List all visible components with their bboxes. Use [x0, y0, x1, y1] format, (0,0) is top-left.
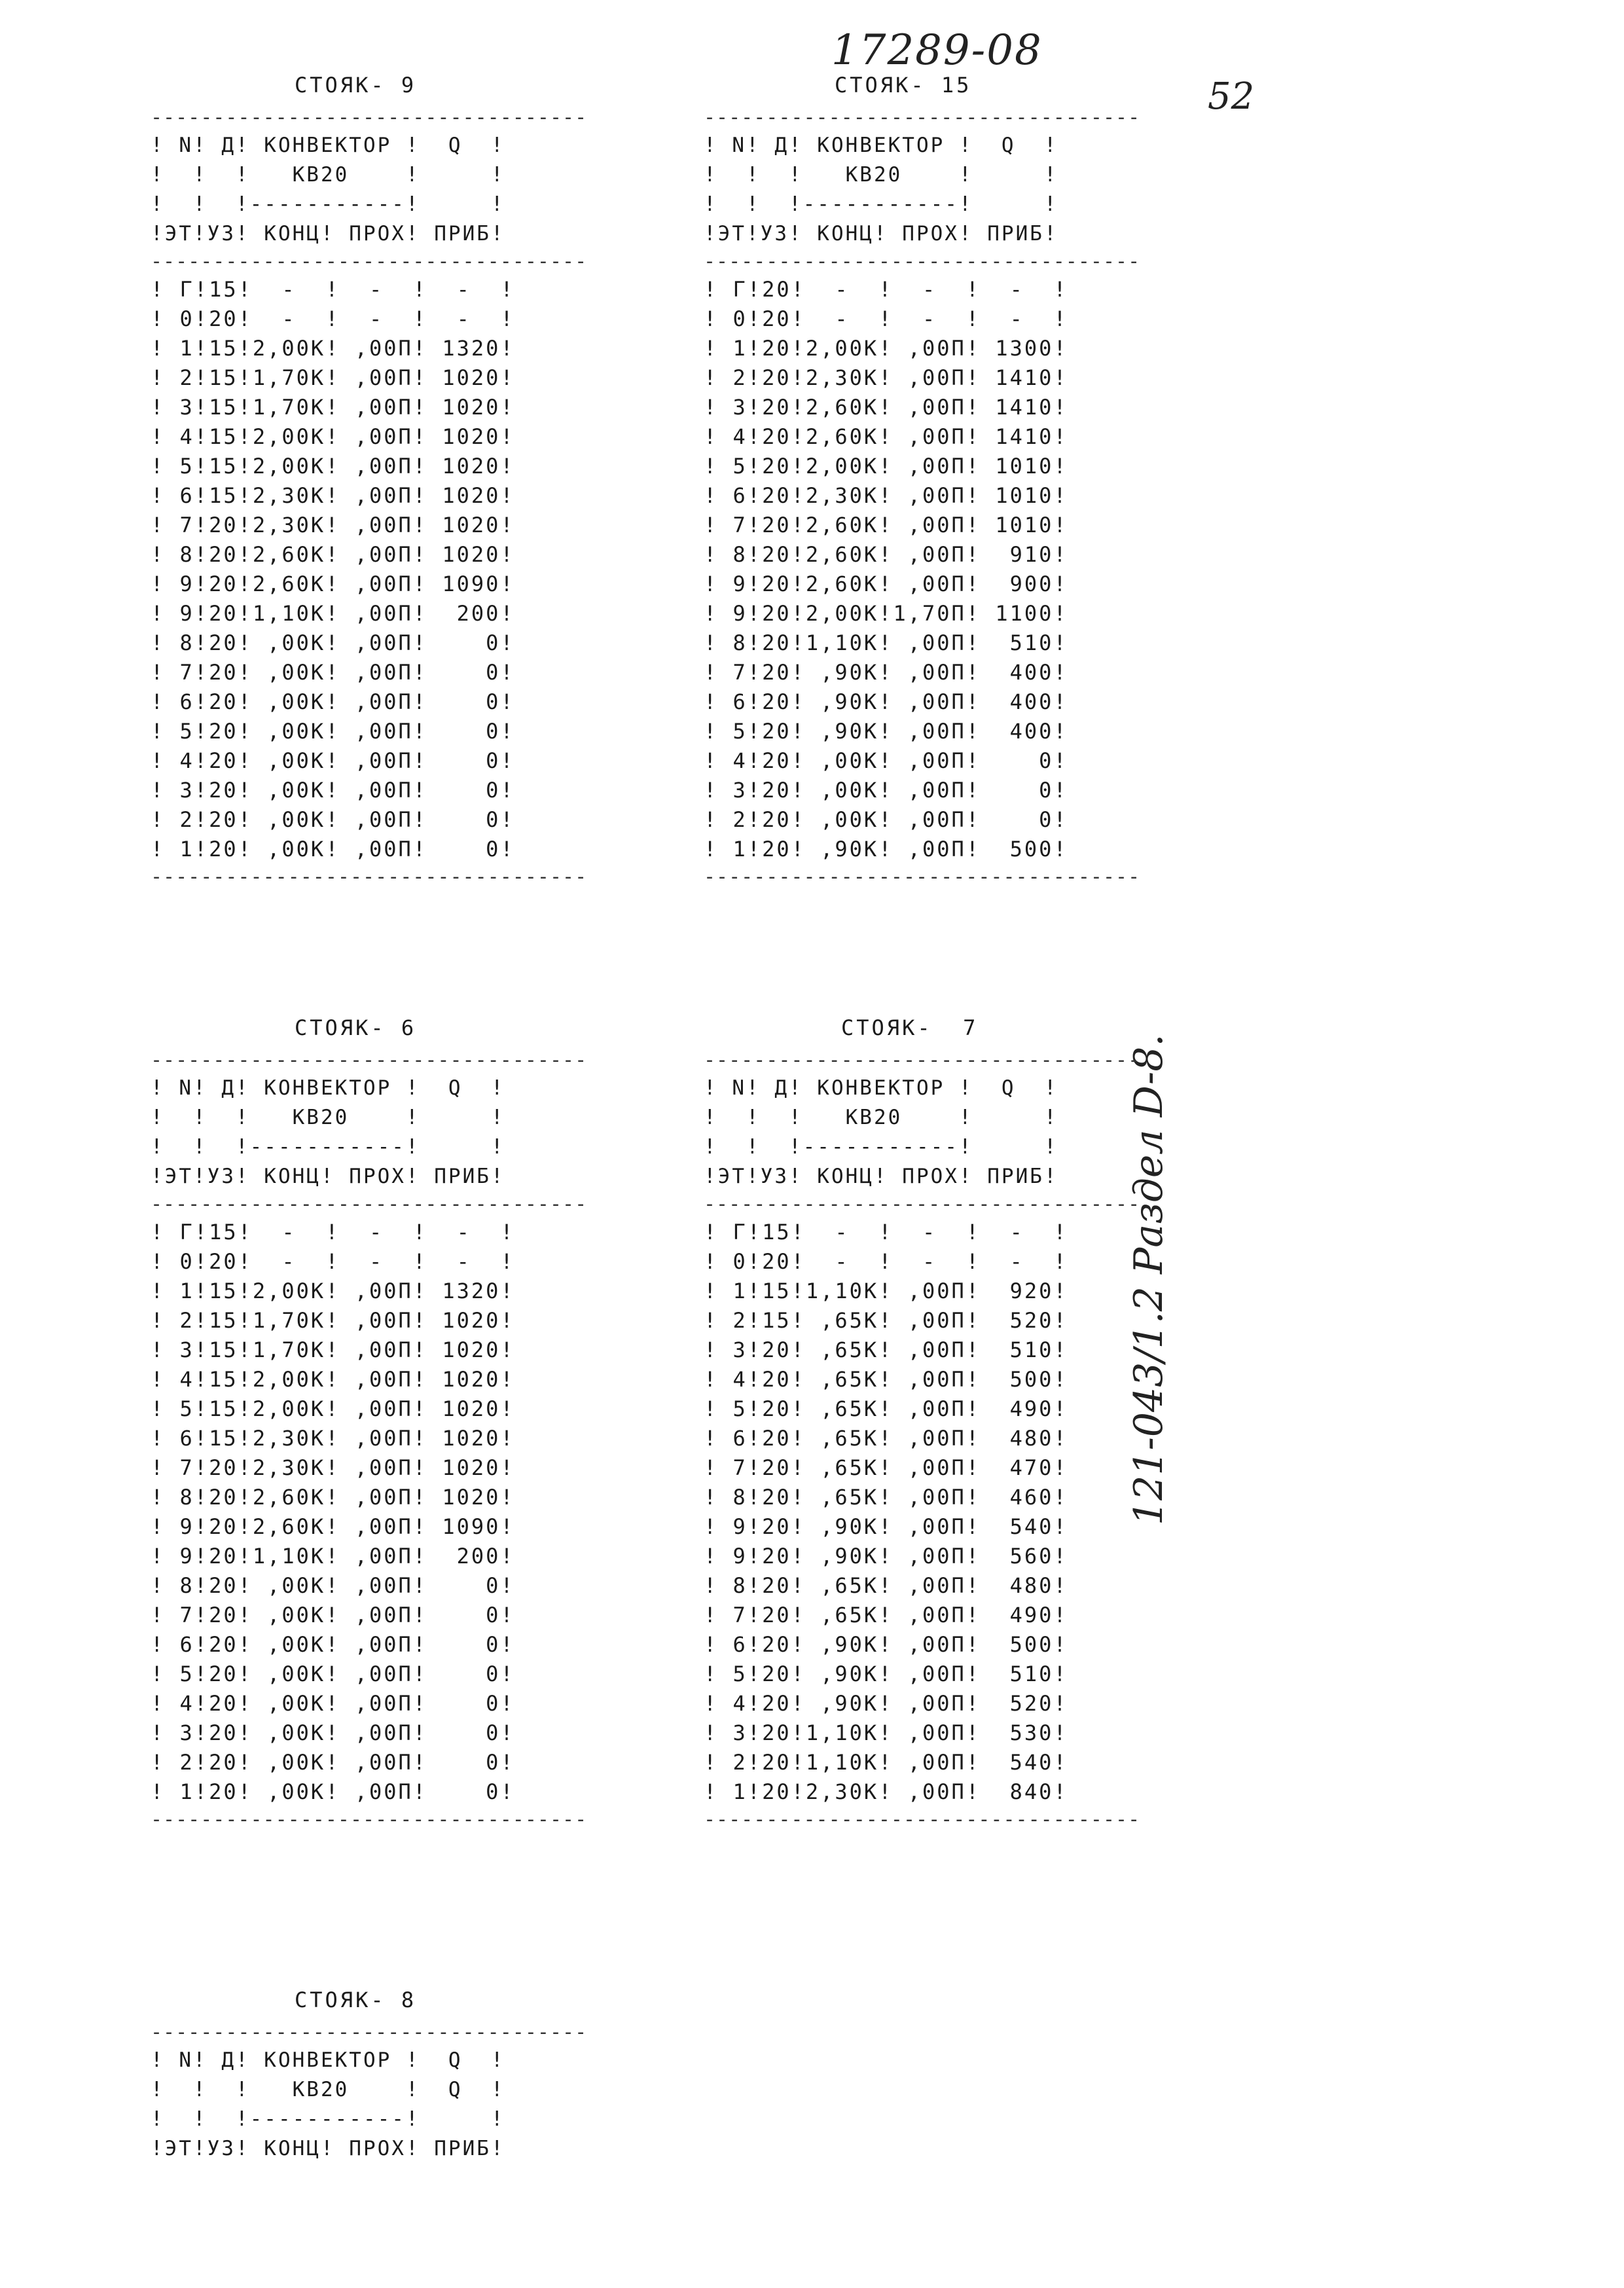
- margin-note: 121-043/1.2 Раздел D-8.: [1126, 1034, 1172, 1525]
- table-row: ! 8!20!2,60К! ,00П! 1020!: [151, 542, 515, 567]
- table-row: ! 6!15!2,30К! ,00П! 1020!: [151, 483, 515, 508]
- table-header-rule: -----------------------------------: [151, 1193, 588, 1216]
- table-row: ! 8!20!1,10К! ,00П! 510!: [704, 630, 1068, 655]
- riser-table-6: [151, 1008, 648, 1833]
- table-title: СТОЯК- 8: [295, 1988, 417, 2012]
- table-row: ! 5!20! ,65К! ,00П! 490!: [704, 1396, 1068, 1421]
- table-row: ! 8!20!2,60К! ,00П! 910!: [704, 542, 1068, 567]
- riser-table-8: [151, 1980, 648, 2164]
- table-row: ! 5!20!2,00К! ,00П! 1010!: [704, 454, 1068, 479]
- table-row: ! 2!15!1,70К! ,00П! 1020!: [151, 1308, 515, 1333]
- table-row: ! 0!20! - ! - ! - !: [704, 1249, 1068, 1274]
- table-row: ! 8!20! ,65К! ,00П! 460!: [704, 1485, 1068, 1510]
- table-row: ! 3!20!2,60К! ,00П! 1410!: [704, 395, 1068, 420]
- table-row: ! 9!20!2,60К! ,00П! 900!: [704, 572, 1068, 596]
- table-row: ! 8!20! ,00К! ,00П! 0!: [151, 1573, 515, 1598]
- table-row: ! 4!20!2,60К! ,00П! 1410!: [704, 424, 1068, 449]
- table-header-line: ! ! ! КВ20 ! !: [151, 1106, 505, 1129]
- table-header-line: ! ! !-----------! !: [151, 192, 505, 216]
- table-header-line: ! ! !-----------! !: [704, 192, 1058, 216]
- table-row: ! Г!15! - ! - ! - !: [151, 277, 515, 302]
- table-header-line: ! ! !-----------! !: [704, 1135, 1058, 1159]
- table-row: ! 3!20! ,00К! ,00П! 0!: [151, 778, 515, 803]
- table-top-rule: -----------------------------------: [704, 106, 1141, 129]
- table-row: ! 1!20! ,00К! ,00П! 0!: [151, 1779, 515, 1804]
- table-row: ! 4!15!2,00К! ,00П! 1020!: [151, 1367, 515, 1392]
- table-row: ! 2!15!1,70К! ,00П! 1020!: [151, 365, 515, 390]
- riser-table-9: [151, 65, 648, 890]
- table-row: ! 2!15! ,65К! ,00П! 520!: [704, 1308, 1068, 1333]
- table-top-rule: -----------------------------------: [704, 1049, 1141, 1072]
- table-row: ! 2!20!1,10К! ,00П! 540!: [704, 1750, 1068, 1775]
- table-row: ! 9!20!1,10К! ,00П! 200!: [151, 601, 515, 626]
- table-row: ! Г!20! - ! - ! - !: [704, 277, 1068, 302]
- table-bottom-rule: -----------------------------------: [704, 865, 1141, 888]
- table-row: ! 8!20!2,60К! ,00П! 1020!: [151, 1485, 515, 1510]
- table-row: ! 6!20! ,65К! ,00П! 480!: [704, 1426, 1068, 1451]
- table-row: ! 7!20! ,65К! ,00П! 490!: [704, 1603, 1068, 1627]
- table-row: ! 5!20! ,00К! ,00П! 0!: [151, 719, 515, 744]
- table-row: ! 6!15!2,30К! ,00П! 1020!: [151, 1426, 515, 1451]
- table-header-line: !ЭТ!УЗ! КОНЦ! ПРОХ! ПРИБ!: [151, 2137, 505, 2160]
- table-title: СТОЯК- 6: [295, 1015, 417, 1040]
- table-bottom-rule: -----------------------------------: [151, 1808, 588, 1831]
- table-header-rule: -----------------------------------: [704, 1193, 1141, 1216]
- table-header-line: !ЭТ!УЗ! КОНЦ! ПРОХ! ПРИБ!: [151, 222, 505, 245]
- table-header-line: ! ! !-----------! !: [151, 1135, 505, 1159]
- table-row: ! 2!20! ,00К! ,00П! 0!: [151, 1750, 515, 1775]
- table-header-rule: -----------------------------------: [151, 250, 588, 273]
- table-row: ! 0!20! - ! - ! - !: [151, 1249, 515, 1274]
- table-top-rule: -----------------------------------: [151, 2021, 588, 2044]
- riser-table-15: [704, 65, 1201, 890]
- table-row: ! 1!20! ,90К! ,00П! 500!: [704, 837, 1068, 862]
- table-row: ! 7!20! ,90К! ,00П! 400!: [704, 660, 1068, 685]
- table-row: ! 8!20! ,00К! ,00П! 0!: [151, 630, 515, 655]
- table-row: ! 3!15!1,70К! ,00П! 1020!: [151, 1337, 515, 1362]
- table-header-line: ! ! ! КВ20 ! !: [704, 1106, 1058, 1129]
- table-header-line: ! ! ! КВ20 ! Q !: [151, 2078, 505, 2101]
- table-header-line: ! ! ! КВ20 ! !: [151, 163, 505, 187]
- table-header-line: ! N! Д! КОНВЕКТОР ! Q !: [151, 134, 505, 157]
- table-row: ! 8!20! ,65К! ,00П! 480!: [704, 1573, 1068, 1598]
- table-row: ! 6!20! ,00К! ,00П! 0!: [151, 1632, 515, 1657]
- table-row: ! 6!20! ,90К! ,00П! 500!: [704, 1632, 1068, 1657]
- table-row: ! 9!20!2,60К! ,00П! 1090!: [151, 1514, 515, 1539]
- table-header-line: ! ! ! КВ20 ! !: [704, 163, 1058, 187]
- table-row: ! 1!15!2,00К! ,00П! 1320!: [151, 1279, 515, 1303]
- table-row: ! 2!20! ,00К! ,00П! 0!: [151, 807, 515, 832]
- table-row: ! 4!20! ,00К! ,00П! 0!: [151, 748, 515, 773]
- table-title: СТОЯК- 7: [841, 1015, 979, 1040]
- table-row: ! 9!20! ,90К! ,00П! 540!: [704, 1514, 1068, 1539]
- table-row: ! 6!20! ,00К! ,00П! 0!: [151, 689, 515, 714]
- table-header-line: ! ! !-----------! !: [151, 2107, 505, 2131]
- table-row: ! 2!20! ,00К! ,00П! 0!: [704, 807, 1068, 832]
- table-row: ! 7!20! ,65К! ,00П! 470!: [704, 1455, 1068, 1480]
- table-row: ! 3!20!1,10К! ,00П! 530!: [704, 1720, 1068, 1745]
- table-row: ! 1!20!2,00К! ,00П! 1300!: [704, 336, 1068, 361]
- table-header-line: ! N! Д! КОНВЕКТОР ! Q !: [151, 1076, 505, 1100]
- table-title: СТОЯК- 15: [835, 73, 972, 98]
- table-header-line: ! N! Д! КОНВЕКТОР ! Q !: [704, 134, 1058, 157]
- table-top-rule: -----------------------------------: [151, 106, 588, 129]
- table-row: ! 4!20! ,65К! ,00П! 500!: [704, 1367, 1068, 1392]
- document-number: 17289-08: [831, 26, 1043, 75]
- table-row: ! 9!20!2,60К! ,00П! 1090!: [151, 572, 515, 596]
- table-row: ! 4!20! ,00К! ,00П! 0!: [704, 748, 1068, 773]
- table-row: ! 7!20!2,30К! ,00П! 1020!: [151, 513, 515, 537]
- table-row: ! 5!15!2,00К! ,00П! 1020!: [151, 454, 515, 479]
- page-number: 52: [1208, 75, 1255, 118]
- table-row: ! Г!15! - ! - ! - !: [704, 1220, 1068, 1244]
- table-bottom-rule: -----------------------------------: [704, 1808, 1141, 1831]
- table-row: ! 1!15!2,00К! ,00П! 1320!: [151, 336, 515, 361]
- table-row: ! 5!15!2,00К! ,00П! 1020!: [151, 1396, 515, 1421]
- table-header-line: ! N! Д! КОНВЕКТОР ! Q !: [151, 2048, 505, 2072]
- table-row: ! 3!20! ,00К! ,00П! 0!: [151, 1720, 515, 1745]
- table-header-line: !ЭТ!УЗ! КОНЦ! ПРОХ! ПРИБ!: [704, 222, 1058, 245]
- table-row: ! 3!15!1,70К! ,00П! 1020!: [151, 395, 515, 420]
- table-row: ! 4!20! ,90К! ,00П! 520!: [704, 1691, 1068, 1716]
- table-row: ! 3!20! ,00К! ,00П! 0!: [704, 778, 1068, 803]
- table-row: ! 9!20!1,10К! ,00П! 200!: [151, 1544, 515, 1569]
- table-row: ! 4!15!2,00К! ,00П! 1020!: [151, 424, 515, 449]
- table-row: ! 1!20! ,00К! ,00П! 0!: [151, 837, 515, 862]
- table-header-line: !ЭТ!УЗ! КОНЦ! ПРОХ! ПРИБ!: [151, 1165, 505, 1188]
- table-row: ! 1!20!2,30К! ,00П! 840!: [704, 1779, 1068, 1804]
- table-row: ! 0!20! - ! - ! - !: [151, 306, 515, 331]
- table-row: ! 0!20! - ! - ! - !: [704, 306, 1068, 331]
- table-row: ! Г!15! - ! - ! - !: [151, 1220, 515, 1244]
- table-row: ! 2!20!2,30К! ,00П! 1410!: [704, 365, 1068, 390]
- table-row: ! 1!15!1,10К! ,00П! 920!: [704, 1279, 1068, 1303]
- table-row: ! 5!20! ,00К! ,00П! 0!: [151, 1662, 515, 1686]
- table-row: ! 9!20! ,90К! ,00П! 560!: [704, 1544, 1068, 1569]
- table-row: ! 6!20!2,30К! ,00П! 1010!: [704, 483, 1068, 508]
- table-header-line: !ЭТ!УЗ! КОНЦ! ПРОХ! ПРИБ!: [704, 1165, 1058, 1188]
- table-title: СТОЯК- 9: [295, 73, 417, 98]
- table-row: ! 9!20!2,00К!1,70П! 1100!: [704, 601, 1068, 626]
- table-bottom-rule: -----------------------------------: [151, 865, 588, 888]
- table-row: ! 5!20! ,90К! ,00П! 400!: [704, 719, 1068, 744]
- table-row: ! 4!20! ,00К! ,00П! 0!: [151, 1691, 515, 1716]
- table-row: ! 6!20! ,90К! ,00П! 400!: [704, 689, 1068, 714]
- table-top-rule: -----------------------------------: [151, 1049, 588, 1072]
- table-row: ! 7!20! ,00К! ,00П! 0!: [151, 660, 515, 685]
- table-header-line: ! N! Д! КОНВЕКТОР ! Q !: [704, 1076, 1058, 1100]
- table-row: ! 5!20! ,90К! ,00П! 510!: [704, 1662, 1068, 1686]
- table-row: ! 7!20!2,30К! ,00П! 1020!: [151, 1455, 515, 1480]
- table-row: ! 7!20! ,00К! ,00П! 0!: [151, 1603, 515, 1627]
- table-row: ! 3!20! ,65К! ,00П! 510!: [704, 1337, 1068, 1362]
- riser-table-7: [704, 1008, 1201, 1833]
- table-header-rule: -----------------------------------: [704, 250, 1141, 273]
- table-row: ! 7!20!2,60К! ,00П! 1010!: [704, 513, 1068, 537]
